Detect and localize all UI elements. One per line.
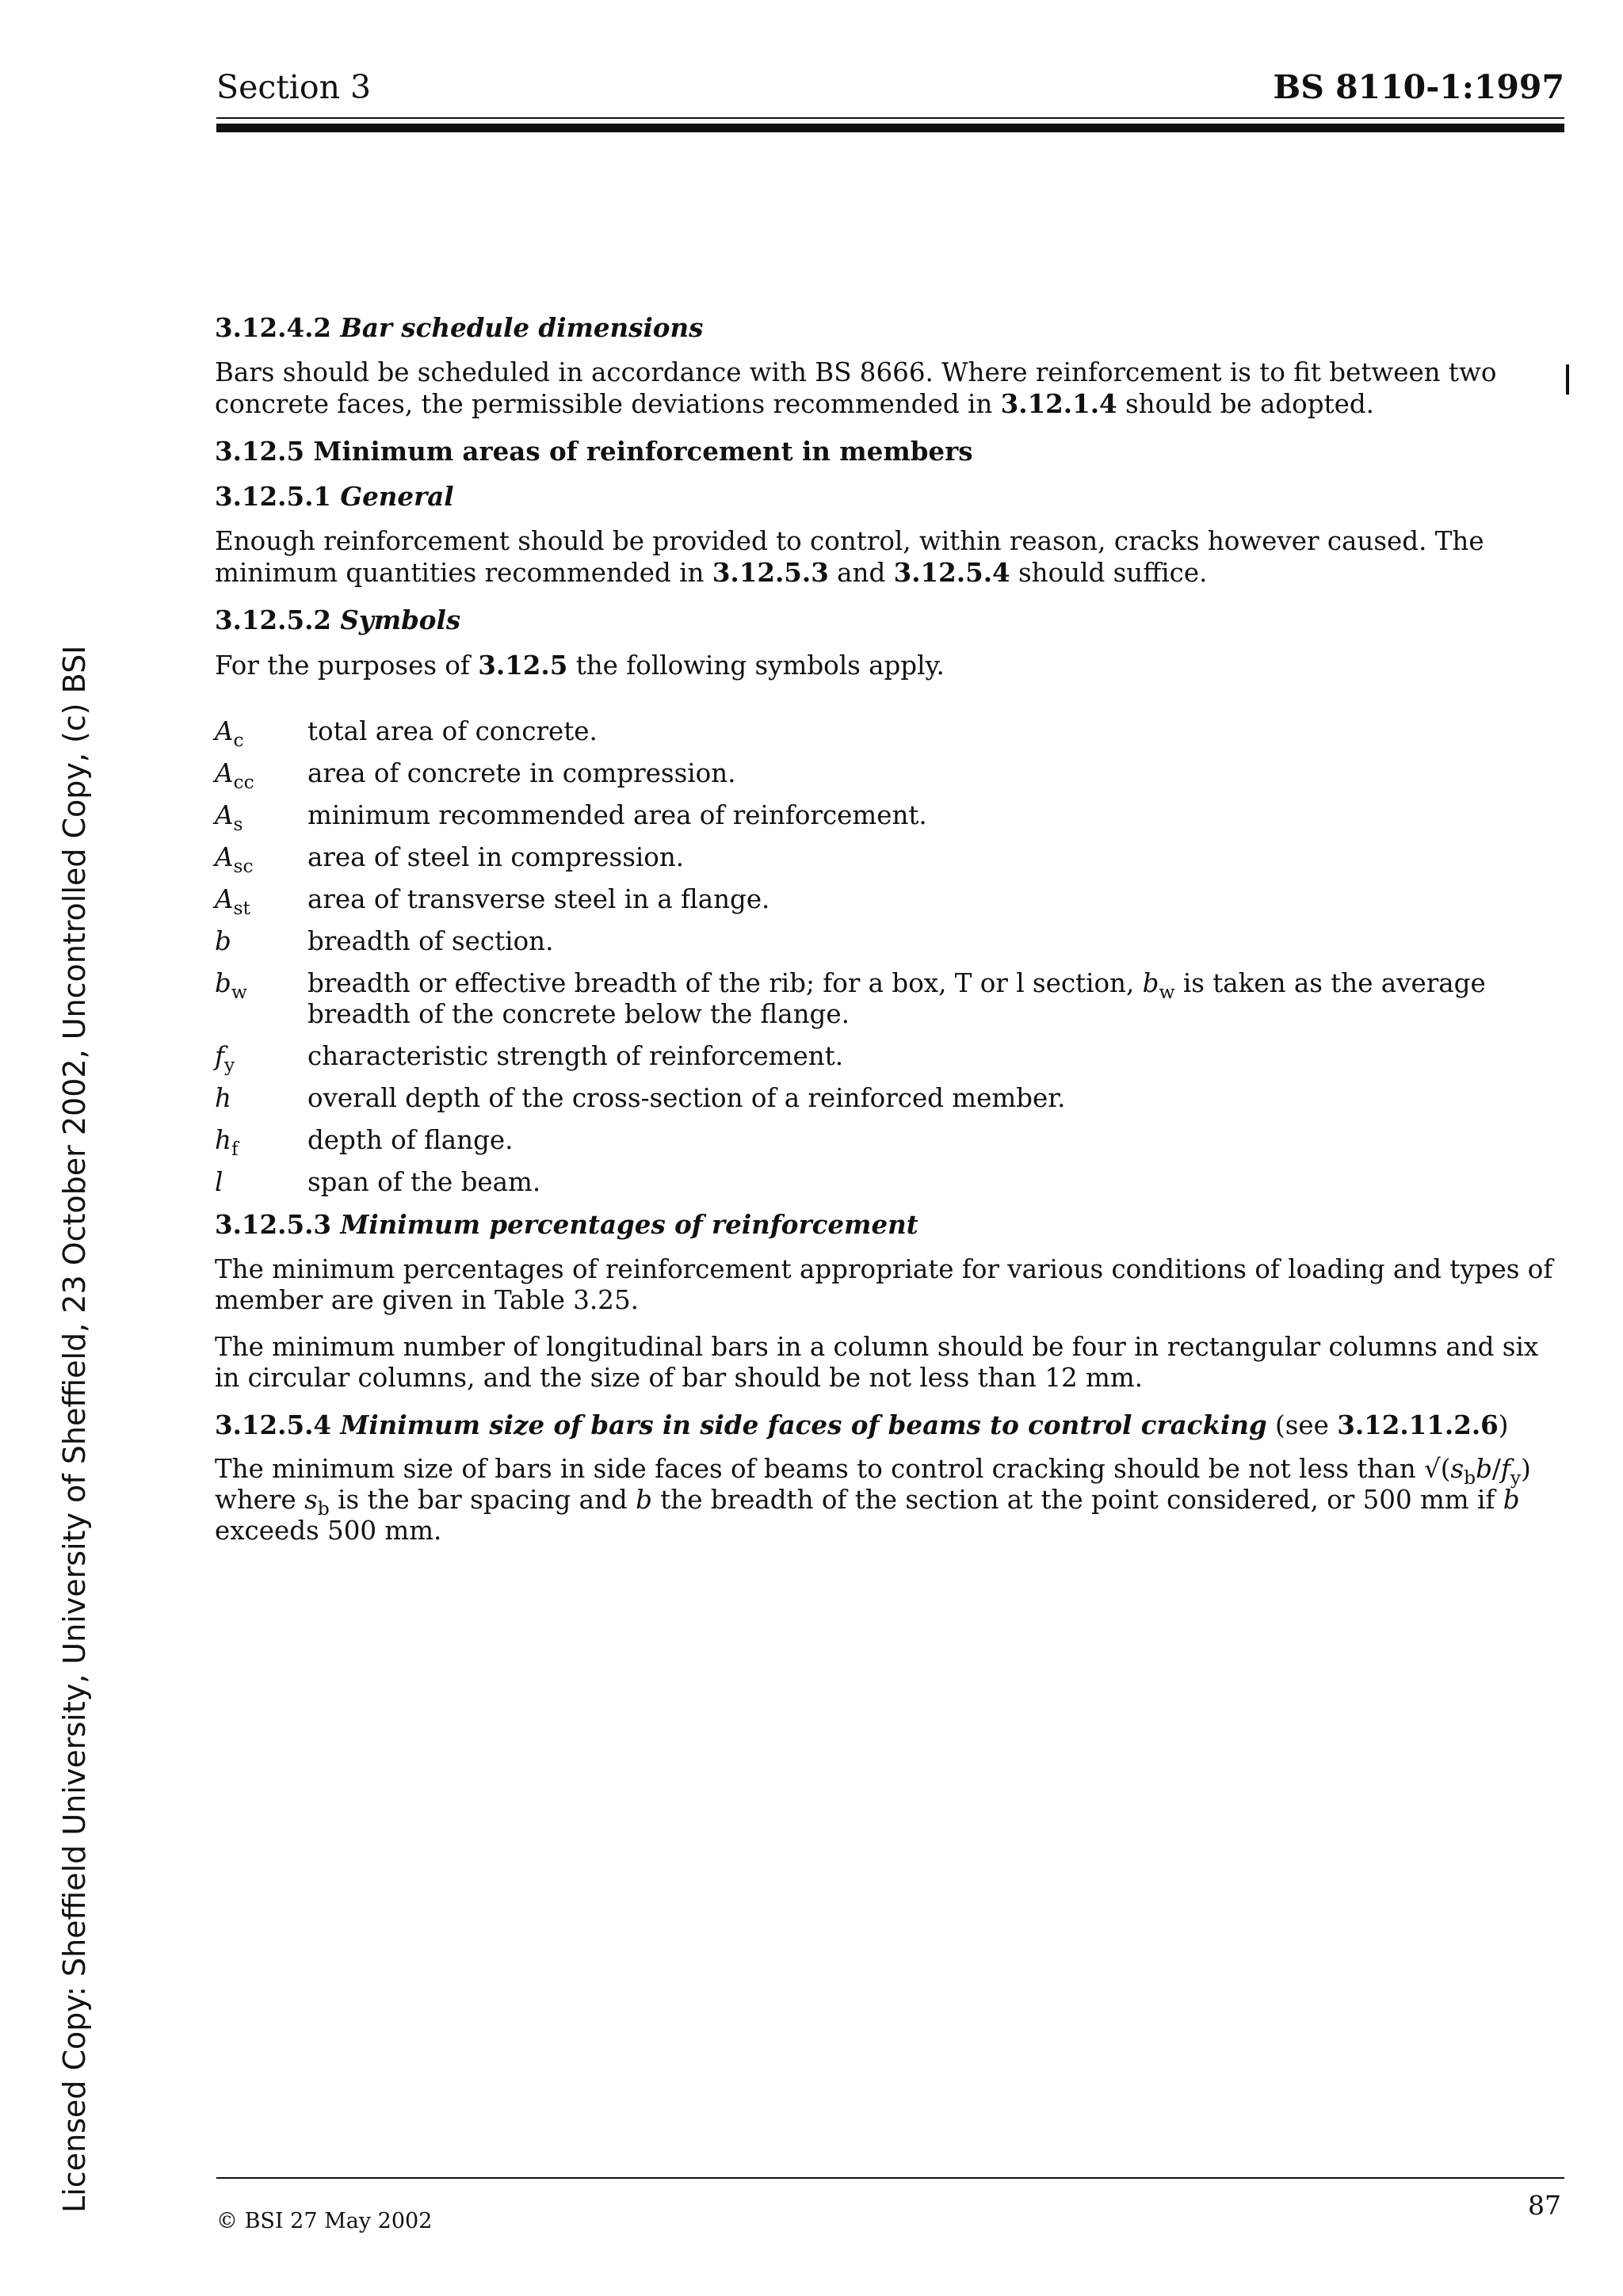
clause-3-12-5-1-heading (215, 481, 1562, 512)
text-run: the following symbols apply. (567, 650, 945, 681)
text-run: should be adopted. (1117, 389, 1374, 419)
clause-3-12-5-4-heading (215, 1409, 1562, 1441)
formula: $√(s_bb/f_y)$ (1424, 1454, 1531, 1489)
clause-3-12-5-4-text: The minimum size of bars in side faces of beams to control cracking should be not less than $√(s_bb/f_y)$ where $s_b$ is the bar spacing and b the breadth of the section at the point considered, or 500 mm if b exceeds 500 mm. (215, 1454, 1531, 1546)
symbol-row (215, 842, 1562, 878)
symbol-definition: breadth or effective breadth of the rib; for a box, T or l section, $b_w$ is taken as the average breadth of the concrete below the flange. (307, 968, 1486, 1029)
clause-reference: 3.12.11.2.6 (1337, 1409, 1499, 1440)
text-run: Enough reinforcement should be provided to control, within reason, cracks however caused. The minimum quantities recommended in (215, 526, 1484, 588)
symbol-row (215, 1083, 1562, 1114)
clause-reference: 3.12.5 (478, 650, 568, 681)
header-rule-thick (216, 124, 1564, 132)
change-bar (1566, 364, 1569, 395)
symbol: $A_{st}$ (215, 884, 250, 920)
symbols-list (215, 716, 1562, 1198)
text-run: and (828, 558, 894, 588)
clause-number: 3.12.5.1 (215, 481, 332, 512)
symbol-row (215, 716, 1562, 752)
running-header-standard: BS 8110-1:1997 (1273, 68, 1564, 106)
symbol: $A_{sc}$ (215, 842, 254, 878)
clause-title: Bar schedule dimensions (340, 312, 704, 343)
clause-title: Minimum size of bars in side faces of beams to control cracking (340, 1409, 1267, 1440)
clause-3-12-5-2-heading (215, 605, 1562, 635)
symbol: $A_s$ (215, 800, 243, 836)
text-run: is the bar spacing and (329, 1485, 636, 1515)
clause-title: Minimum percentages of reinforcement (340, 1209, 918, 1240)
variable: b (1503, 1485, 1520, 1515)
clause-number: 3.12.4.2 (215, 312, 332, 343)
symbol-definition: depth of flange. (307, 1125, 514, 1155)
clause-3-12-4-2-heading (215, 312, 1562, 343)
text-run: the breadth of the section at the point considered, or 500 mm if (651, 1485, 1503, 1515)
symbol-row (215, 1167, 1562, 1198)
text-run: should suffice. (1010, 558, 1208, 588)
symbol: $f_y$ (215, 1041, 235, 1077)
symbol-row (215, 800, 1562, 836)
running-header-section: Section 3 (216, 68, 372, 106)
symbol-definition: overall depth of the cross-section of a reinforced member. (307, 1083, 1066, 1113)
footer-rule (216, 2177, 1564, 2179)
symbol-definition: total area of concrete. (307, 716, 598, 746)
page-body (215, 312, 1562, 1562)
clause-3-12-5-heading: 3.12.5 Minimum areas of reinforcement in members (215, 436, 973, 467)
clause-reference: 3.12.1.4 (1000, 388, 1117, 419)
text-run: exceeds 500 mm. (215, 1516, 442, 1546)
symbol-row (215, 968, 1562, 1030)
symbol-row (215, 926, 1562, 957)
page-number: 87 (1528, 2190, 1561, 2221)
clause-3-12-5-1-text (215, 526, 1562, 589)
symbol-definition: area of steel in compression. (307, 842, 685, 872)
symbol-definition: span of the beam. (307, 1167, 541, 1197)
symbol-definition: area of transverse steel in a flange. (307, 884, 770, 914)
symbol-definition: minimum recommended area of reinforcement. (307, 800, 927, 830)
clause-reference: 3.12.5.3 (712, 557, 829, 588)
text-run: where (215, 1485, 305, 1515)
symbol: b (215, 926, 231, 956)
symbol-row (215, 758, 1562, 794)
symbol-definition: characteristic strength of reinforcement. (307, 1041, 844, 1071)
clause-title: General (340, 481, 454, 512)
text-run: The minimum size of bars in side faces of beams to control cracking should be not less than (215, 1454, 1424, 1484)
symbol: $b_w$ (215, 968, 247, 1004)
clause-reference: 3.12.5.4 (893, 557, 1010, 588)
symbol-row (215, 1125, 1562, 1161)
symbol: $h_f$ (215, 1125, 239, 1161)
clause-3-12-4-2-text (215, 357, 1562, 420)
clause-number: 3.12.5.4 (215, 1409, 332, 1440)
symbol-definition: area of concrete in compression. (307, 758, 736, 788)
text-run: (see (1266, 1410, 1338, 1440)
symbol: l (215, 1167, 223, 1197)
clause-3-12-5-2-text (215, 650, 1562, 681)
clause-3-12-5-3-para-2: The minimum number of longitudinal bars in a column should be four in rectangular columns and six in circular columns, and the size of bar should be not less than 12 mm. (215, 1332, 1539, 1393)
text-run: For the purposes of (215, 650, 479, 681)
symbol: $A_c$ (215, 716, 244, 752)
text-run: ) (1498, 1410, 1509, 1440)
variable: s (304, 1485, 318, 1515)
clause-3-12-5-3-para-1: The minimum percentages of reinforcement appropriate for various conditions of loading and types of member are given in Table 3.25. (215, 1254, 1553, 1315)
clause-number: 3.12.5.3 (215, 1209, 332, 1240)
text-run: Bars should be scheduled in accordance with BS 8666. Where reinforcement is to fit between two concrete faces, the permissible deviations recommended in (215, 357, 1497, 419)
symbol-definition: breadth of section. (307, 926, 554, 956)
footer-copyright: © BSI 27 May 2002 (216, 2209, 433, 2233)
symbol: h (215, 1083, 231, 1113)
license-notice: Licensed Copy: Sheffield University, University of Sheffield, 23 October 2002, Uncontrolled Copy, (c) BSI (57, 645, 92, 2213)
variable: b (636, 1485, 652, 1515)
symbol-row (215, 884, 1562, 920)
header-rule-thin (216, 117, 1564, 119)
symbol-row (215, 1041, 1562, 1077)
clause-title: Symbols (340, 605, 461, 635)
clause-3-12-5-3-heading (215, 1209, 1562, 1240)
symbol: $A_{cc}$ (215, 758, 254, 794)
clause-number: 3.12.5.2 (215, 605, 332, 635)
